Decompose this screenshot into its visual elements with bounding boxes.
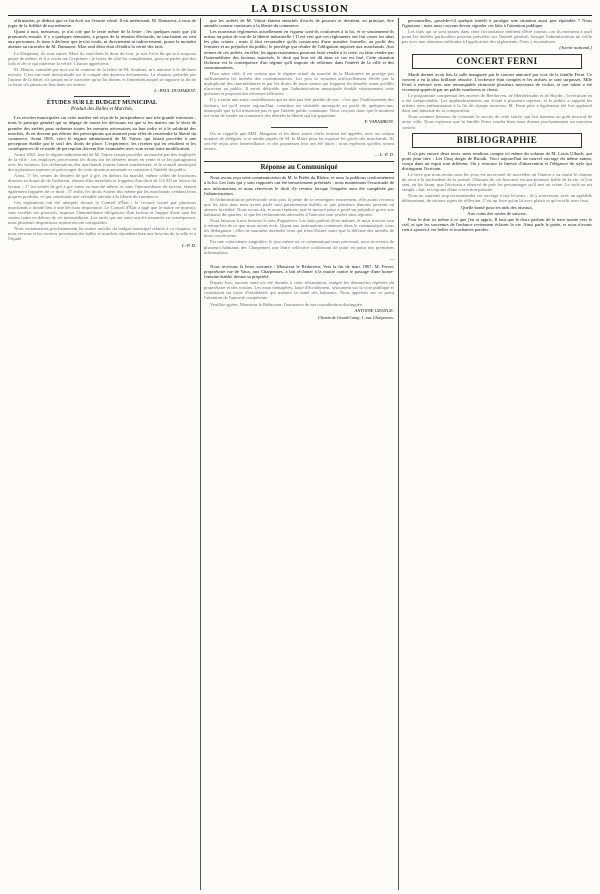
column-divider <box>398 18 399 890</box>
text-block: Veuillez agréer, Monsieur le Rédacteur, l'assurance de ma considération distinguée. <box>210 301 364 307</box>
text-block: Nous sommes heureux de constater le succès de cette soirée, qui fait honneur au goût musical de notre ville. Nous espérons que la famille Ferni voudra bien nous donner prochainement un nouveau concert. <box>402 114 592 130</box>
signature: (Avenir national.) <box>559 45 592 51</box>
text-block: Le programme comprenait des œuvres de Beethoven, de Mendelssohn et de Haydn ; l'exécution en a été irréprochable. Les applaudissements ont éclaté à plusieurs reprises, et le public a rappelé les artistes avec enthousiasme à la fin de chaque morceau. M. Ferni père a également été fort applaudi dans une fantaisie de sa composition. <box>402 92 592 114</box>
newspaper-title: LA DISCUSSION <box>251 3 349 15</box>
column-divider <box>200 18 201 890</box>
article-paragraph: que les arrêtés de M. Vaïsse étaient entachés d'excès de pouvoir et devaient, en principe, être annulés comme contraires à la liberté du commerce. <box>204 18 394 29</box>
text-block: On se rappelle que MM. Margaine et les deux autres chefs avaient été appelés, avec un certain nombre de délégués, à se rendre auprès de M. le Maire pour lui exposer les griefs des marchands. Ils ont été reçus avec bienveillance, et des promesses leur ont été faites ; nous espérons qu'elles seront tenues. <box>204 130 394 152</box>
section-title: ÉTUDES SUR LE BUDGET MUNICIPAL <box>46 100 158 107</box>
text-block: Si l'administration préfectorale avait pris la peine de se renseigner exactement, elle aurait reconnu que les faits dont nous avons parlé sont parfaitement établis, et que plusieurs témoins peuvent en attester la réalité. Nous avons dit, et nous répétons, que la mesure prise a porté un préjudice grave aux habitants du quartier, et que les réclamations adressées à l'autorité sont restées sans réponse. <box>204 196 394 217</box>
article-paragraph: Mardi dernier avait lieu la salle inaugurée par le concert annoncé par voie de la famille Ferni. Ce concert a eu la plus brillante réussite. L'orchestre était complet et les artistes se sont surpassés. Mlle Ferni a exécuté avec une remarquable virtuosité plusieurs morceaux de violon, et son talent a été vivement apprécié par un public nombreux et choisi. <box>402 71 592 92</box>
signature: ANTOINE GRANGE. <box>354 307 394 313</box>
column-2 <box>204 18 394 888</box>
text-block: Ainsi, 1° les ventes de denrées de gré à gré, en dehors du marché, même celles de livraisons directes au domicile de l'acheteur, étaient elles interdites et frappées d'un droit de 1/2 0/0 en faveur du facteur ; 2° les ventes de gré à gré faites au marché même, et sans l'intermédiaire du facteur, étaient également frappées de ce droit ; 3° enfin, les droits étaient dus même par les marchands vendant leurs propres produits, ce qui constituait une véritable atteinte à la liberté du commerce. <box>8 173 196 199</box>
separator <box>74 96 130 97</box>
article-paragraph: personnelles, possède-t-il quelque intérêt à protéger une situation aussi peu équitable ? Nous l'ignorons ; mais nous croyons devoir signaler ces faits à l'attention publique. <box>402 18 592 29</box>
text-block: Avant 1865, tout le régime administratif de M. Vaïsse faisait procéder au marché par des employés de la ville ; ces employés percevaient les droits sur les denrées mises en vente et se les partageaient avec les facteurs. Les réclamations des marchands forains furent nombreuses, et le conseil municipal dut à plusieurs reprises se préoccuper de cette situation anormale et contraire à l'intérêt du public. <box>8 151 196 173</box>
text-block: Nous laissons à nos lecteurs le soin d'apprécier. Les faits parlent d'eux-mêmes, et nous n'avons rien à retrancher de ce que nous avons écrit. Quant aux insinuations contenues dans le communiqué, nous les dédaignons ; elles ne sauraient atteindre ceux qui n'ont d'autre souci que la défense des intérêts de leurs concitoyens. <box>204 218 394 239</box>
article-paragraph: Quant à moi, messieurs, je n'ai cité que le texte même de la lettre ; les quelques mots que j'ai prononcés ensuite, il y a quelques semaines, à propos de la réunion électorale, ne touchaient en rien aux personnes. Je tiens à déclarer que je n'ai voulu, ni directement ni indirectement, porter la moindre atteinte au caractère de M. Dumarest. Mon seul désir était d'établir la vérité des faits. <box>8 29 196 50</box>
text-block: Depuis lors, aucune suite n'a été donnée à cette réclamation, malgré les démarches répétées du propriétaire et des voisins. Les eaux ménagères, faute d'écoulement, séjournent sur la voie publique et constituent un foyer d'insalubrité qui menace la santé des habitants. Nous appelons sur ce point l'attention de l'autorité compétente. <box>204 280 394 301</box>
article-paragraph: Nous recevons la lettre suivante : Monsieur le Rédacteur, Vers la fin de mars 1867, M. Ferrer, propriétaire rue de Vaux, aux Charpennes, a fait réclamer à la mairie contre le passage d'une borne-fontaine établie devant sa propriété. <box>204 263 394 280</box>
masthead <box>0 0 600 14</box>
section-subtitle: Produit des Halles et Marchés. <box>71 107 133 113</box>
article-paragraph: Nous avons reçu cette communication de M. le Préfet du Rhône, et nous la publions conformément à la loi. Les faits qui y sont rapportés ont été inexactement présentés ; nous maintenons l'exactitude de nos informations et nous réservons le droit d'y revenir lorsque l'enquête aura été complétée par l'administration. <box>204 175 394 196</box>
article-paragraph: Les recettes municipales sur cette matière ont reçu de la jurisprudence une très-grande extension ; mais le principe général qui se dégage de toutes les décisions est que si les maires ont le droit de prendre des arrêtés pour ordonner toutes les mesures nécessaires au bon ordre et à la salubrité des marchés, ils ne doivent pas édicter des prescriptions qui auraient pour effet de restreindre la liberté du commerce. Avant 1865, voici le régime administratif de M. Vaïsse, qui faisait procéder à une perception établie par le tarif des droits de place. L'expérience, les recettes qui en résultent et les conséquences de ce mode de perception doivent être examinées avec soin avant toute modification. <box>8 115 196 151</box>
text-block: M. Hénon, consulté par moi sur le contenu de la lettre de M. Soulmet, m'a autorisé à le déclarer inexact. C'est une note inexactitude sur le compte des derniers événements. La réunion, présidée par l'auteur de la lettre, n'a jamais eu le caractère qu'on lui donne, et l'entretien auquel se rapporte la fin de sa lettre n'a jamais eu lieu dans ces termes. <box>8 66 196 88</box>
article-paragraph: Pour le dire ici même à ce que j'en ai appris. Il faut que le doux parfum de la terre monte vers le ciel, et que les souvenirs de l'enfance reviennent éclairer la vie. Ainsi parle le poète, et nous n'avons rien à ajouter à ces belles et touchantes paroles. <box>402 216 592 232</box>
text-block: Le Dauphiné, ils sont autres. Mais ils vont dans le droit du vrai, je suis l'avis de qui m'a toujours pensé de même, et il a voulu me l'exprimer ; je laisse de côté les compliments, pour ne parler que des faits et de ce qui intéresse la vérité. Chacun appréciera. <box>8 50 196 66</box>
text-block: Nous ne saurions trop recommander cet ouvrage à nos lecteurs ; ils y trouveront, avec un agréable délassement, de sérieux sujets de réflexion. C'est un livre qu'on lit avec plaisir et qu'on relit avec fruit. <box>402 193 592 204</box>
signature: — <box>389 255 394 261</box>
separator <box>271 127 328 128</box>
signature: F. VARAMBON. <box>364 118 394 124</box>
column-1 <box>8 18 196 888</box>
article-paragraph: Il n'a pas encore deux mois, nous rendions compte ici même du volume de M. Louis Ulbach, qui porte pour titre : Les Cinq doigts de Birouk. Voici aujourd'hui un nouvel ouvrage du même auteur, conçu dans un esprit tout différent. On y retrouve la finesse d'observation et l'élégance de style qui distinguent l'écrivain. <box>402 150 592 171</box>
signature: L.-PAUL DUMAREST. <box>154 88 196 94</box>
section-title: CONCERT FERNI <box>412 54 582 69</box>
text-block: Il y a enfin une autre considération qui ne doit pas être perdue de vue : c'est que l'établissement des facteurs, tel qu'il existe aujourd'hui, constitue un véritable monopole au profit de quelques-uns, monopole que la loi n'autorise pas et que l'intérêt public condamne. Nous croyons donc que le moment est venu de rendre au commerce des denrées la liberté qui lui appartient. <box>204 97 394 118</box>
section-title: BIBLIOGRAPHIE <box>412 133 582 148</box>
article-paragraph: affirmation, je dédiais que ce fut écrit sur l'exacte vérité. Il est intéressant, M. Dumarest, à vous de juger de la fidélité de ma mémoire. <box>8 18 196 29</box>
text-block: Par une coïncidence singulière, le jour même où ce communiqué nous parvenait, nous recevions de plusieurs habitants des Charpennes une lettre collective confirmant de point en point nos premières informations. <box>204 239 394 255</box>
text-block: Ces règlements ont été attaqués devant le Conseil d'État ; le recours formé par plusieurs marchands a donné lieu à une décision importante. Le Conseil d'État a jugé que le maire ne pouvait, sans excéder ses pouvoirs, imposer l'intermédiaire obligatoire d'un facteur et frapper d'une taxe les ventes faites en dehors de cet intermédiaire. Les tarifs qui ont suivi ont été remaniés en conséquence, mais plusieurs dispositions restent encore critiquables. <box>8 199 196 226</box>
masthead-rule <box>8 15 592 16</box>
verse-line: Aux coins des routes de saisons, <box>467 210 527 216</box>
address-line: Chemin de Grand-Camp, 1, aux Charpennes. <box>317 314 394 320</box>
text-block: D'un autre côté, il est certain que le régime actuel du marché de la Martinière ne protège pas suffisamment les intérêts des consommateurs. Les prix se trouvent artificiellement élevés par la multiplicité des intermédiaires et par les droits de toute nature qui frappent les denrées avant qu'elles n'arrivent au public. Il serait désirable que l'administration municipale étudiât sérieusement cette question et proposât des réformes efficaces. <box>204 70 394 97</box>
verse-line: Quelle bonté pour les nids des oiseaux, <box>461 204 533 210</box>
text-block: Nous examinerons prochainement les autres articles du budget municipal relatifs à ce chapitre, et nous verrons si les recettes provenant des halles et marchés répondent bien aux besoins de la ville et à l'équité. <box>8 226 196 242</box>
column-3 <box>402 18 592 888</box>
section-title: Réponse au Communiqué <box>204 161 394 173</box>
article-paragraph: Les nouveaux règlements actuellement en vigueur sont-ils conformes à la loi, et se soutiennent-ils mieux au point de vue de la liberté industrielle ? Il est vrai que ces règlements ont fait cesser les abus les plus criants ; mais il faut reconnaître qu'ils consacrent d'une manière formelle, au profit des fermiers et au préjudice du public, le privilège qui résulte de l'obligation imposée aux marchands. Aux termes de ces arrêtés, en effet, les approvisionneurs pourront faire vendre à la criée, ou faire vendre par l'intermédiaire des facteurs autorisés, le droit qui leur est dû dans ce cas est fixé. Cette situation fâcheuse est la conséquence d'un régime qu'il importe de réformer dans l'intérêt de la ville et des consommateurs. <box>204 29 394 70</box>
signature: — L.-P. D. <box>374 152 394 158</box>
text-block: Les faits qui se sont passés dans cette circonstance méritent d'être connus, car ils montrent à quel point les intérêts particuliers peuvent prévaloir sur l'intérêt général, lorsque l'administration ne veille pas avec une attention suffisante à l'application des règlements. Nous y reviendrons. <box>402 29 592 45</box>
text-block: Le livre que nous avons sous les yeux est un recueil de nouvelles où l'auteur a su réunir le charme du récit à la profondeur de la pensée. Chacune de ces histoires est une peinture fidèle de la vie, et l'on sent, en les lisant, que l'écrivain a observé de près les personnages qu'il met en scène. Le style en est simple, clair, et toujours d'une correction parfaite. <box>402 171 592 193</box>
signature: L.-P. D. <box>181 242 196 248</box>
